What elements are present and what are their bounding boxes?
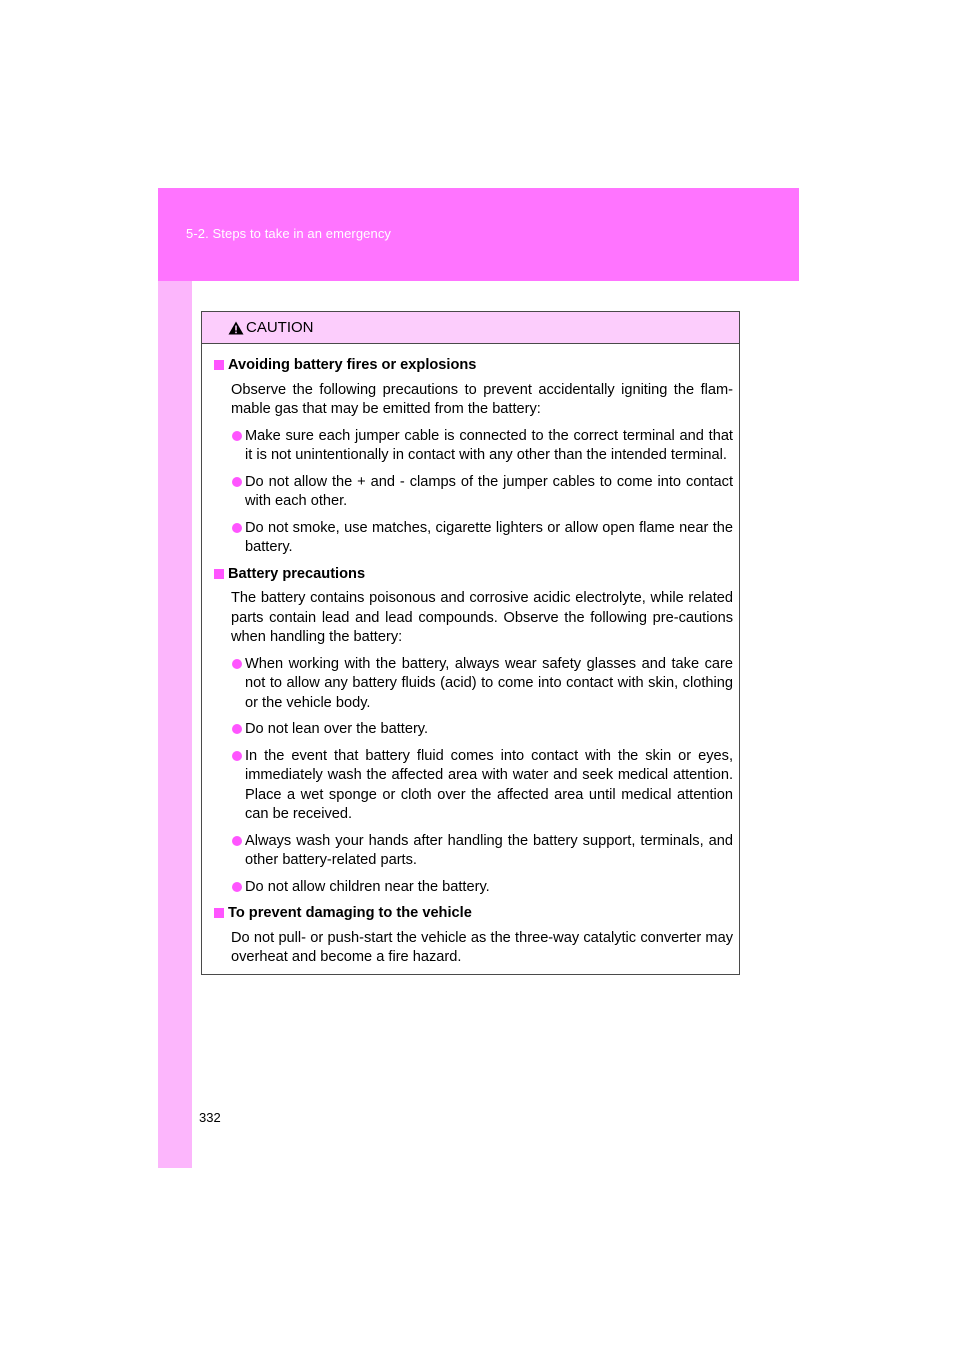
section-intro: The battery contains poisonous and corrosive acidic electrolyte, while related parts contain lead and lead compounds. Observe the following pre-cautions when handling the battery:: [231, 590, 733, 645]
bullet-item: [214, 473, 733, 512]
caution-body: [202, 344, 739, 968]
bullet-text: Do not lean over the battery.: [245, 721, 429, 737]
section-heading-text: Avoiding battery fires or explosions: [228, 357, 477, 373]
section-intro: Observe the following precautions to prevent accidentally igniting the flam-mable gas that may be emitted from the battery:: [231, 381, 733, 417]
section-title: 5-2. Steps to take in an emergency: [186, 226, 392, 241]
caution-box: [201, 311, 740, 975]
bullet-dot-icon: [232, 477, 242, 487]
bullet-item: [214, 747, 733, 825]
square-bullet-icon: [214, 908, 224, 918]
bullet-item: [214, 720, 733, 740]
bullet-dot-icon: [232, 659, 242, 669]
bullet-text: Make sure each jumper cable is connected to the correct terminal and that it is not unintentionally in contact with any other than the intended terminal.: [245, 427, 733, 463]
caution-header: [202, 312, 739, 344]
bullet-dot-icon: [232, 836, 242, 846]
page-number: 332: [199, 1110, 221, 1125]
caution-label: CAUTION: [246, 319, 314, 336]
bullet-item: [214, 519, 733, 558]
square-bullet-icon: [214, 360, 224, 370]
bullet-text: Do not smoke, use matches, cigarette lighters or allow open flame near the battery.: [245, 519, 733, 555]
bullet-dot-icon: [232, 431, 242, 441]
bullet-dot-icon: [232, 523, 242, 533]
section-heading: [214, 565, 733, 585]
warning-triangle-icon: [228, 321, 244, 335]
bullet-text: In the event that battery fluid comes into contact with the skin or eyes, immediately wash the affected area with water and seek medical attention. Place a wet sponge or cloth over the affected area until medical attention can be received.: [245, 747, 733, 822]
section-heading: [214, 356, 733, 376]
section-intro: Do not pull- or push-start the vehicle as the three-way catalytic converter may overheat and become a fire hazard.: [231, 929, 733, 965]
square-bullet-icon: [214, 569, 224, 579]
bullet-text: Do not allow children near the battery.: [245, 878, 490, 895]
bullet-text: Do not allow the + and - clamps of the jumper cables to come into contact with each other.: [245, 473, 733, 509]
bullet-dot-icon: [232, 751, 242, 761]
bullet-text: Always wash your hands after handling the battery support, terminals, and other battery-related parts.: [245, 832, 733, 868]
side-strip: [158, 188, 192, 1168]
bullet-item: [214, 878, 733, 898]
section-heading: [214, 904, 733, 924]
bullet-text: When working with the battery, always wear safety glasses and take care not to allow any battery fluids (acid) to come into contact with skin, clothing or the vehicle body.: [245, 655, 733, 711]
bullet-item: [214, 655, 733, 714]
bullet-dot-icon: [232, 724, 242, 734]
section-heading-text: To prevent damaging to the vehicle: [228, 905, 472, 921]
bullet-item: [214, 832, 733, 871]
bullet-dot-icon: [232, 882, 242, 892]
bullet-item: [214, 427, 733, 466]
section-heading-text: Battery precautions: [228, 565, 366, 582]
